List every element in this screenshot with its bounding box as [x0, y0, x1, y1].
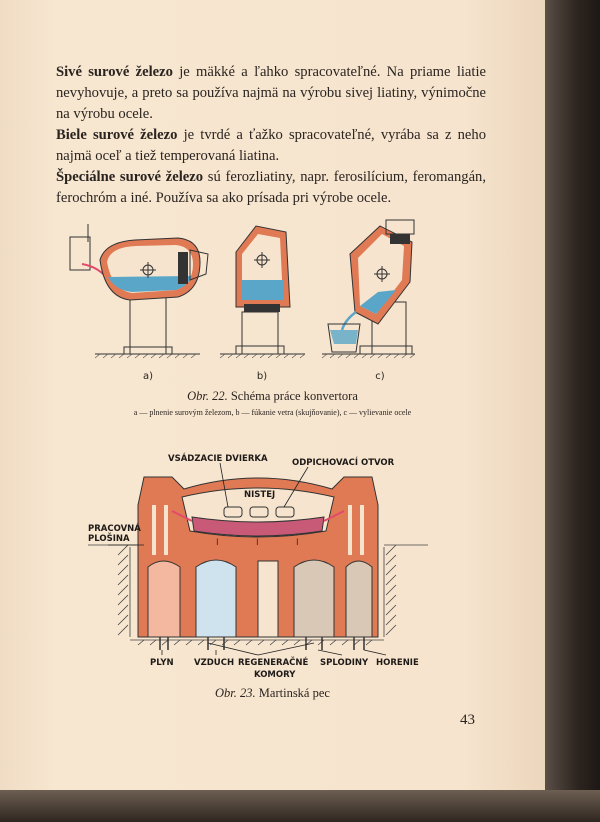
paragraph-special-iron	[56, 167, 486, 209]
converter-diagram	[60, 212, 430, 387]
label-regen-1: REGENERAČNÉ	[238, 658, 309, 668]
page-edge-shadow	[545, 0, 600, 822]
label-a: a)	[142, 371, 154, 382]
label-platform-2: PLOŠINA	[88, 534, 130, 544]
paragraph-text: je tvrdé a ťažko spracovateľné, vyrába sa z neho najmä oceľ a tiež temperovaná liatina.	[56, 127, 486, 164]
paragraph-text: sú ferozliatiny, napr. ferosilícium, feromangán, ferochróm a iné. Používa sa ako prísada pri výrobe ocele.	[56, 169, 486, 206]
caption-text: Schéma práce konvertora	[227, 389, 358, 403]
caption-number: Obr. 22.	[187, 389, 228, 403]
label-burning: HORENIE	[376, 658, 419, 668]
charging-door	[224, 507, 242, 517]
label-b: b)	[256, 371, 268, 382]
paragraph-white-iron	[56, 125, 486, 167]
svg-text:I: I	[256, 538, 259, 548]
bottom-shadow	[0, 790, 600, 822]
body-text	[56, 62, 486, 209]
label-gas: PLYN	[150, 658, 174, 668]
term-white-iron: Biele surové železo	[56, 127, 178, 143]
label-charging-door: VSÁDZACIE DVIERKA	[168, 454, 268, 464]
label-platform-1: PRACOVNÁ	[88, 524, 141, 534]
caption-number: Obr. 23.	[215, 686, 256, 700]
converter-b	[236, 226, 290, 354]
converter-c	[328, 220, 414, 354]
label-charge: NISTEJ	[244, 490, 276, 500]
label-regen-2: KOMORY	[254, 670, 296, 680]
label-tap-hole: ODPICHOVACÍ OTVOR	[292, 458, 395, 468]
label-flue: SPLODINY	[320, 658, 369, 668]
converter-a	[70, 224, 208, 354]
figure-22-caption	[0, 389, 545, 404]
open-hearth-furnace-diagram	[88, 445, 448, 685]
svg-text:I: I	[296, 538, 299, 548]
term-special-iron: Špeciálne surové železo	[56, 169, 204, 185]
paragraph-text: je mäkké a ľahko spracovateľné. Na priame liatie nevyhovuje, a preto sa používa najmä na výrobu sivej liatiny, výnimočne na výrobu ocele.	[56, 64, 486, 122]
term-grey-iron: Sivé surové železo	[56, 64, 173, 80]
page-number: 43	[460, 712, 475, 728]
svg-text:I: I	[216, 538, 219, 548]
label-c: c)	[375, 371, 385, 382]
figure-22-legend: a — plnenie surovým železom, b — fúkanie vetra (skujňovanie), c — vylievanie ocele	[133, 408, 412, 417]
caption-text: Martinská pec	[255, 686, 330, 700]
paragraph-grey-iron	[56, 62, 486, 125]
label-air: VZDUCH	[194, 658, 235, 668]
figure-23-caption	[0, 686, 545, 701]
